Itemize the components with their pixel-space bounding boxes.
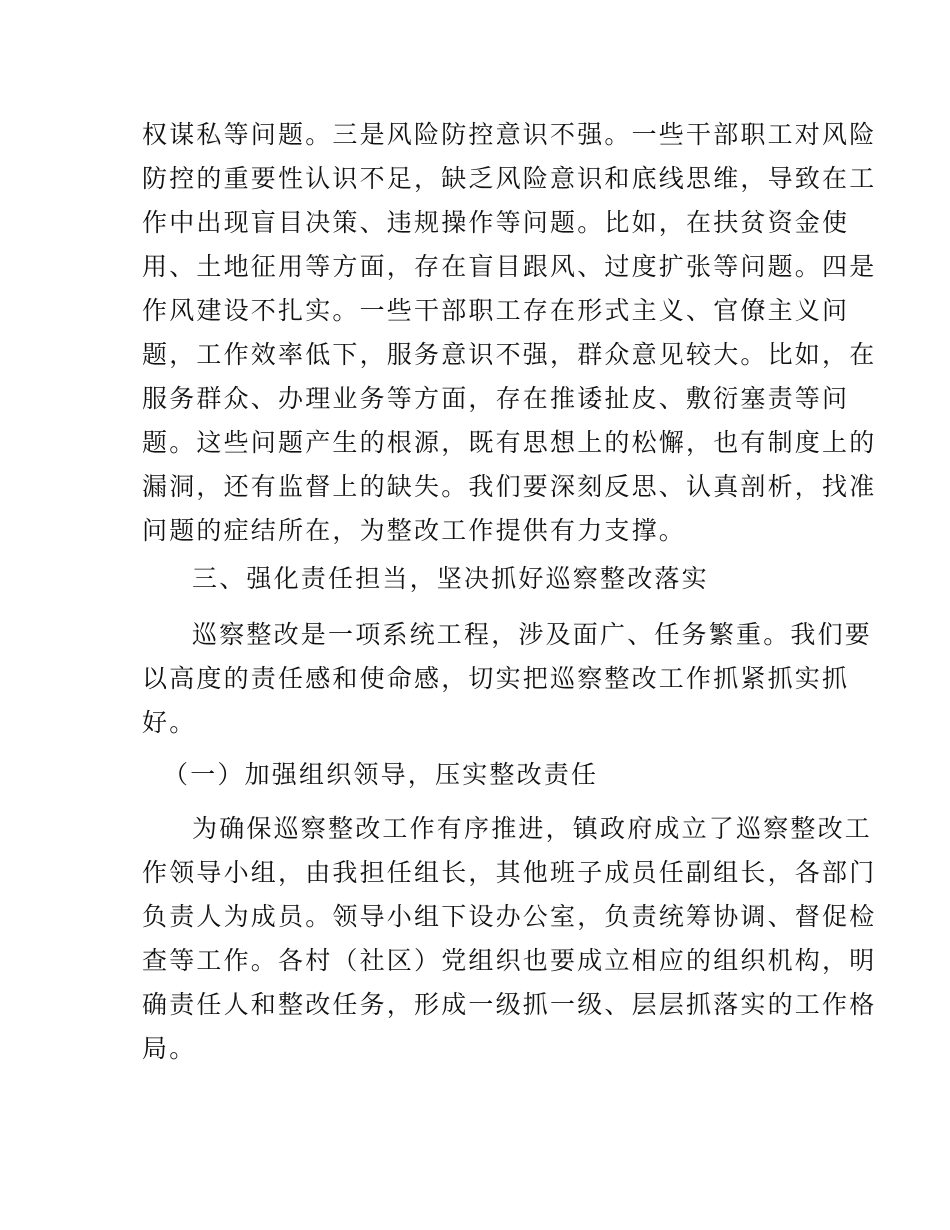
paragraph-first-line: 为确保巡察整改工作有序推进，镇政府成立了巡察整改工	[192, 814, 873, 843]
body-text-line: 防控的重要性认识不足，缺乏风险意识和底线思维，导致在工	[142, 164, 877, 193]
body-text-line: 作领导小组，由我担任组长，其他班子成员任副组长，各部门	[142, 858, 877, 887]
body-text-line: 负责人为成员。领导小组下设办公室，负责统筹协调、督促检	[142, 902, 877, 931]
body-text-line: 用、土地征用等方面，存在盲目跟风、过度扩张等问题。四是	[142, 252, 877, 281]
body-text-line: 局。	[142, 1034, 197, 1063]
body-text-line: 作风建设不扎实。一些干部职工存在形式主义、官僚主义问	[142, 296, 850, 325]
paragraph-first-line: 巡察整改是一项系统工程，涉及面广、任务繁重。我们要	[192, 620, 873, 649]
subsection-heading: （一）加强组织领导，压实整改责任	[163, 760, 599, 789]
body-text-line: 作中出现盲目决策、违规操作等问题。比如，在扶贫资金使	[142, 208, 850, 237]
body-text-line: 以高度的责任感和使命感，切实把巡察整改工作抓紧抓实抓	[142, 664, 850, 693]
body-text-line: 问题的症结所在，为整改工作提供有力支撑。	[142, 516, 687, 545]
body-text-line: 权谋私等问题。三是风险防控意识不强。一些干部职工对风险	[142, 120, 877, 149]
body-text-line: 好。	[142, 708, 197, 737]
body-text-line: 漏洞，还有监督上的缺失。我们要深刻反思、认真剖析，找准	[142, 472, 877, 501]
section-heading: 三、强化责任担当，坚决抓好巡察整改落实	[192, 564, 709, 593]
body-text-line: 题。这些问题产生的根源，既有思想上的松懈，也有制度上的	[142, 428, 877, 457]
body-text-line: 题，工作效率低下，服务意识不强，群众意见较大。比如，在	[142, 340, 877, 369]
body-text-line: 查等工作。各村（社区）党组织也要成立相应的组织机构，明	[142, 946, 877, 975]
body-text-line: 服务群众、办理业务等方面，存在推诿扯皮、敷衍塞责等问	[142, 384, 850, 413]
body-text-line: 确责任人和整改任务，形成一级抓一级、层层抓落实的工作格	[142, 990, 877, 1019]
